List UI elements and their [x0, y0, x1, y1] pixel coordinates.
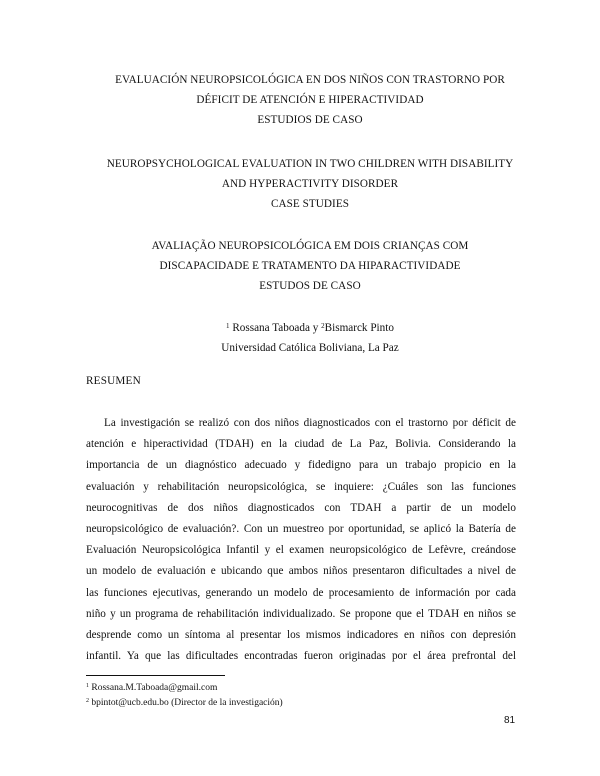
- footnote: [86, 680, 283, 695]
- footnote-text: bpintot@ucb.edu.bo (Director de la investigación): [91, 698, 283, 708]
- abstract-line: infantil. Ya que las dificultades encontradas fueron originadas por el área prefrontal del: [86, 650, 516, 663]
- title-line: AND HYPERACTIVITY DISORDER: [221, 178, 399, 190]
- author-1: Rossana Taboada y: [232, 322, 319, 334]
- abstract-line: las funciones ejecutivas, generando un modelo de procesamiento de información por cada: [86, 586, 516, 599]
- title-line: DÉFICIT DE ATENCIÓN E HIPERACTIVIDAD: [196, 94, 424, 106]
- abstract-body: [86, 413, 516, 667]
- title-line: DISCAPACIDADE E TRATAMENTO DA HIPARACTIVIDADE: [159, 260, 461, 272]
- footnote-marker: 1: [86, 683, 89, 689]
- title-english: [60, 154, 560, 214]
- footnote: [86, 695, 283, 710]
- title-line: ESTUDOS DE CASO: [259, 280, 361, 292]
- abstract-line: Evaluación Neuropsicológica Infantil y el examen neuropsicológico de Lefèvre, creándose: [86, 544, 516, 557]
- title-spanish: [60, 70, 560, 130]
- abstract-line: neuropsicológico de evaluación?. Con un muestreo por oportunidad, se aplicó la Batería de: [86, 522, 516, 535]
- abstract-heading: RESUMEN: [86, 375, 141, 387]
- author-footnote-marker: 2: [321, 322, 325, 330]
- author-footnote-marker: 1: [226, 322, 230, 330]
- abstract-line: neurocognitivas de dos niños diagnosticados con TDAH a partir de un modelo: [86, 501, 516, 514]
- title-portuguese: [60, 236, 560, 296]
- abstract-line: La investigación se realizó con dos niños diagnosticados con el trastorno por déficit de: [104, 417, 516, 429]
- abstract-line: evaluación y rehabilitación neuropsicológica, se inquiere: ¿Cuáles son las funciones: [86, 480, 516, 493]
- abstract-line: desprende como un síntoma al presentar los mismos indicadores en niños con depresión: [86, 628, 516, 641]
- author-names: [60, 316, 560, 338]
- title-line: CASE STUDIES: [271, 198, 349, 210]
- footnotes: [86, 680, 283, 710]
- title-line: NEUROPSYCHOLOGICAL EVALUATION IN TWO CHILDREN WITH DISABILITY: [106, 158, 514, 170]
- footnote-text: Rossana.M.Taboada@gmail.com: [91, 683, 218, 693]
- page-number: 81: [504, 715, 516, 726]
- title-line: ESTUDIOS DE CASO: [257, 114, 363, 126]
- abstract-line: atención e hiperactividad (TDAH) en la ciudad de La Paz, Bolivia. Considerando la: [86, 438, 516, 451]
- author-block: [60, 316, 560, 358]
- affiliation: Universidad Católica Boliviana, La Paz: [221, 342, 399, 354]
- footnote-marker: 2: [86, 698, 89, 704]
- title-line: EVALUACIÓN NEUROPSICOLÓGICA EN DOS NIÑOS CON TRASTORNO POR: [115, 74, 505, 86]
- abstract-line: niño y un programa de rehabilitación individualizado. Se propone que el TDAH en niños se: [86, 607, 516, 620]
- abstract-line: un modelo de evaluación e ubicando que ambos niños presentaron dificultades a nivel de: [86, 565, 516, 578]
- title-line: AVALIAÇÃO NEUROPSICOLÓGICA EM DOIS CRIANÇAS COM: [151, 240, 469, 252]
- footnote-divider: [86, 675, 225, 676]
- abstract-line: importancia de un diagnóstico adecuado y fidedigno para un trabajo propicio en la: [86, 459, 516, 472]
- author-2: Bismarck Pinto: [324, 322, 394, 334]
